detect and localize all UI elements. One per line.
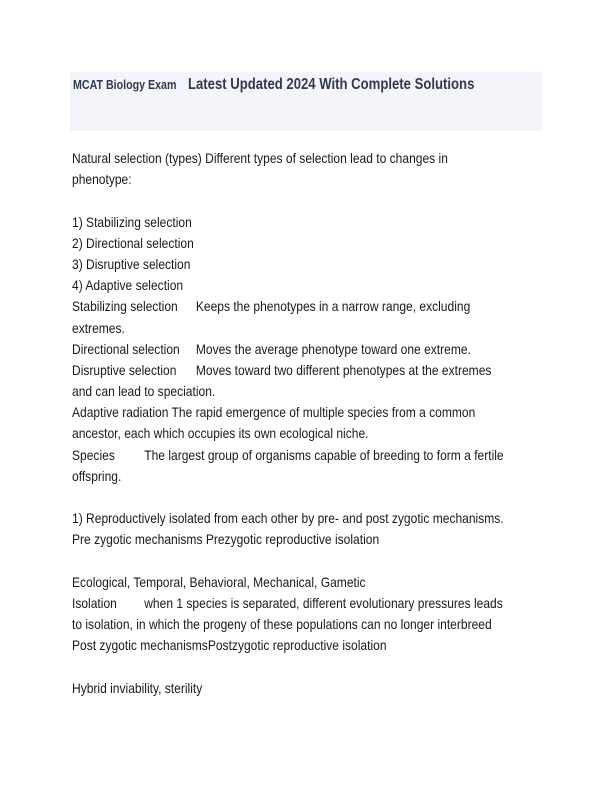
text-line: 1) Reproductively isolated from each other by pre- and post zygotic mechanisms. (72, 510, 504, 527)
text-line: Post zygotic mechanismsPostzygotic reproductive isolation (72, 637, 387, 654)
list-item: 1) Stabilizing selection (72, 213, 192, 230)
definition-row (72, 445, 542, 466)
text-line: phenotype: (72, 171, 132, 188)
definition-term: Disruptive selection (72, 361, 177, 378)
list-item: 3) Disruptive selection (72, 255, 191, 272)
text-line: extremes. (72, 319, 125, 336)
text-line: Ecological, Temporal, Behavioral, Mechanical, Gametic (72, 573, 366, 590)
definition-text: Moves the average phenotype toward one extreme. (195, 340, 471, 357)
definition-row (72, 339, 542, 360)
list-item: 4) Adaptive selection (72, 277, 184, 294)
list-item: 2) Directional selection (72, 234, 194, 251)
text-line: Natural selection (types) Different types of selection lead to changes in (72, 150, 448, 166)
definition-term: Stabilizing selection (72, 298, 178, 315)
text-line: ancestor, each which occupies its own ecological niche. (72, 425, 369, 442)
title-prefix: MCAT Biology Exam (73, 77, 177, 92)
definition-term: Directional selection (72, 340, 180, 357)
title-banner (70, 72, 542, 131)
definition-text: The largest group of organisms capable of breeding to form a fertile (144, 446, 504, 463)
definition-text: when 1 species is separated, different evolutionary pressures leads (144, 594, 503, 611)
text-line: to isolation, in which the progeny of these populations can no longer interbreed (72, 616, 492, 633)
definition-term: Species (72, 446, 115, 463)
text-line: offspring. (72, 467, 122, 484)
page-title (73, 76, 537, 94)
definition-text: Keeps the phenotypes in a narrow range, excluding (195, 298, 471, 315)
definition-row (72, 593, 542, 614)
text-line: and can lead to speciation. (72, 383, 216, 400)
text-line: Hybrid inviability, sterility (72, 679, 203, 696)
text-line: Adaptive radiation The rapid emergence of multiple species from a common (72, 404, 476, 421)
text-line: Pre zygotic mechanisms Prezygotic reproductive isolation (72, 531, 380, 548)
definition-text: Moves toward two different phenotypes at the extremes (195, 361, 492, 378)
title-main: Latest Updated 2024 With Complete Solutions (187, 76, 474, 93)
definition-row (72, 296, 542, 317)
definition-row (72, 360, 542, 381)
document-body (72, 148, 542, 699)
definition-term: Isolation (72, 594, 117, 611)
